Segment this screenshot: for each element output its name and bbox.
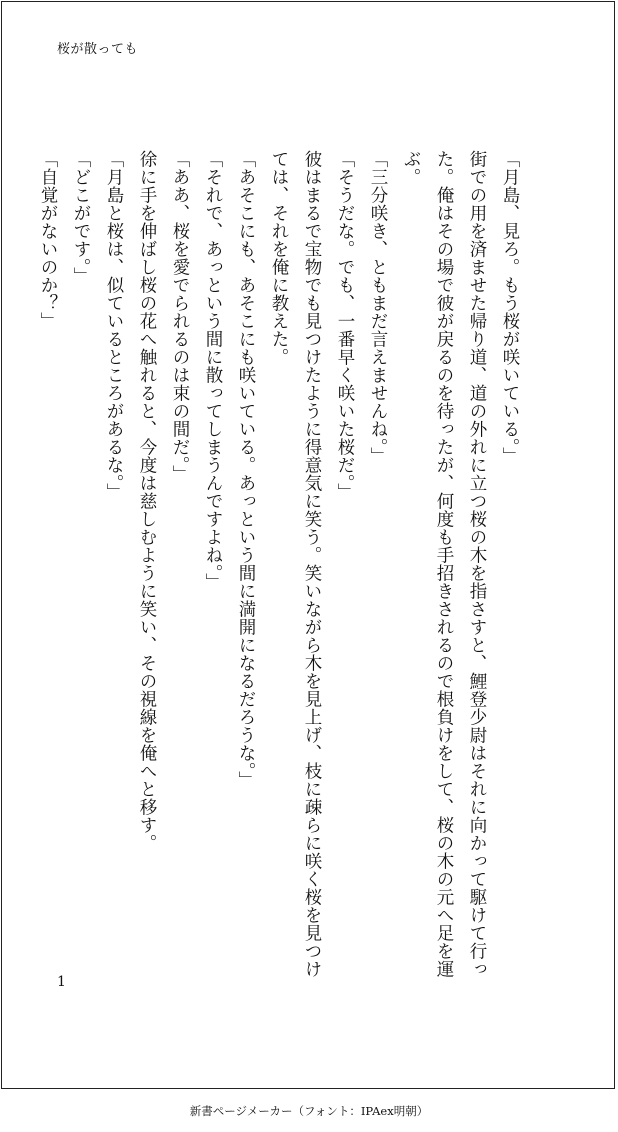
paragraph: 「月島、見ろ。もう桜が咲いている。」 <box>500 150 520 466</box>
paragraph: 彼はまるで宝物でも見つけたように得意気に笑う。笑いながら木を見上げ、枝に疎らに咲く桜を見つけては、それを俺に教えた。 <box>269 150 322 978</box>
page-number: 1 <box>57 974 66 990</box>
paragraph: 「月島と桜は、似ているところがあるな。」 <box>104 150 124 502</box>
paragraph: 「それで、あっという間に散ってしまうんですよね。」 <box>203 150 223 592</box>
paragraph: 「自覚がないのか？」 <box>38 150 58 330</box>
paragraph: 「どこがです。」 <box>71 150 91 286</box>
paragraph: 「あそこにも、あそこにも咲いている。あっという間に満開になるだろうな。」 <box>236 150 256 790</box>
paragraph: 「そうだな。でも、一番早く咲いた桜だ。」 <box>335 150 355 502</box>
paragraph: 街での用を済ませた帰り道、道の外れに立つ桜の木を指さすと、鯉登少尉はそれに向かって駆けて行った。俺はその場で彼が戻るのを待ったが、何度も手招きされるので根負けをして、桜の木の元へ足を運ぶ。 <box>401 150 487 978</box>
book-page <box>1 1 615 1089</box>
paragraph: 「三分咲き、ともまだ言えませんね。」 <box>368 150 388 466</box>
vertical-body-text <box>31 150 526 980</box>
paragraph: 「ああ、桜を愛でられるのは束の間だ。」 <box>170 150 190 484</box>
running-head: 桜が散っても <box>57 42 139 57</box>
paragraph: 徐に手を伸ばし桜の花へ触れると、今度は慈しむように笑い、その視線を俺へと移す。 <box>137 150 157 852</box>
footer-credit: 新書ページメーカー（フォント：IPAex明朝） <box>189 1104 429 1118</box>
